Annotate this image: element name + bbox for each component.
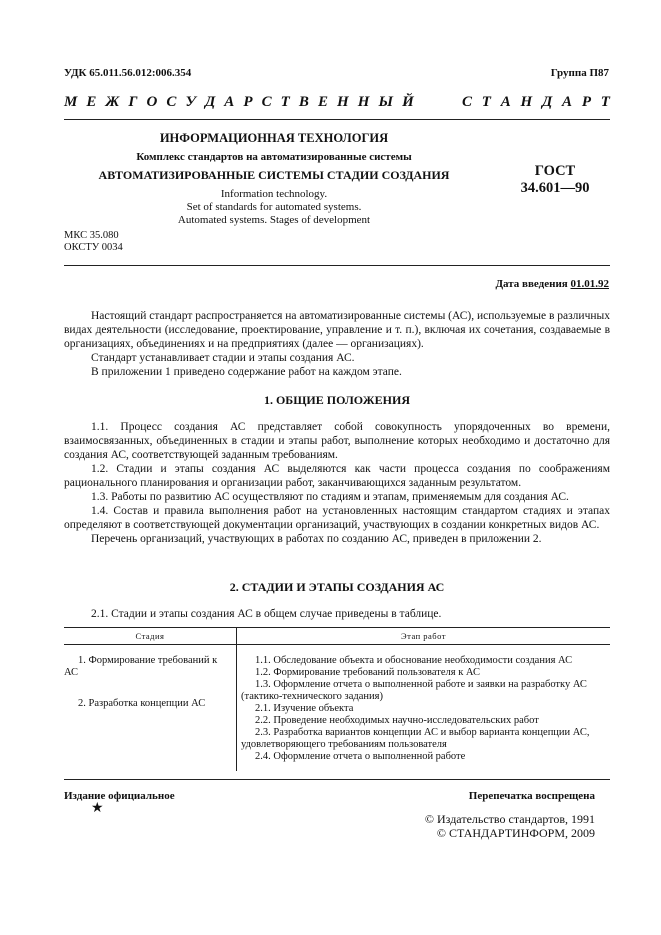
section1-heading: 1. ОБЩИЕ ПОЛОЖЕНИЯ bbox=[263, 393, 411, 407]
banner-word-interstate: М Е Ж Г О С У Д А Р С Т В Е Н Н Ы Й bbox=[64, 94, 414, 110]
section2-intro bbox=[64, 607, 610, 621]
column-header-stage: Стадия bbox=[64, 628, 237, 645]
doc-title-line2: Комплекс стандартов на автоматизированные системы bbox=[136, 151, 412, 163]
doc-title-line3: АВТОМАТИЗИРОВАННЫЕ СИСТЕМЫ СТАДИИ СОЗДАНИЯ bbox=[98, 168, 450, 182]
stage-1: 1. Формирование требований к АС bbox=[64, 655, 218, 678]
steps-cell bbox=[237, 645, 611, 772]
step-item: 1.1. Обследование объекта и обоснование необходимости создания АС bbox=[255, 655, 573, 666]
step-item: 1.2. Формирование требований пользователя к АС bbox=[255, 667, 480, 678]
star-icon: ★ bbox=[91, 801, 104, 816]
section1-paragraph: 1.3. Работы по развитию АС осуществляют по стадиям и этапам, применяемым для создания АС. bbox=[91, 491, 569, 503]
intro-text bbox=[64, 309, 610, 379]
gost-number: 34.601—90 bbox=[520, 180, 590, 196]
banner-rule bbox=[64, 119, 610, 120]
english-title-line3: Automated systems. Stages of development bbox=[177, 214, 371, 226]
section1-paragraph: 1.2. Стадии и этапы создания АС выделяются как части процесса создания по соображениям рационального планирования и организации работ, заканчивающихся заданным результатом. bbox=[64, 463, 610, 489]
footer-rule bbox=[64, 779, 610, 780]
section2-heading: 2. СТАДИИ И ЭТАПЫ СОЗДАНИЯ АС bbox=[229, 580, 445, 594]
okstu-code: ОКСТУ 0034 bbox=[64, 242, 123, 253]
copyright-line2: © СТАНДАРТИНФОРМ, 2009 bbox=[436, 826, 595, 840]
interstate-standard-banner bbox=[64, 94, 610, 111]
copyright-line1: © Издательство стандартов, 1991 bbox=[424, 812, 595, 826]
date-value: 01.01.92 bbox=[570, 278, 609, 290]
step-item: 2.4. Оформление отчета о выполненной работе bbox=[255, 751, 466, 762]
doc-title-line1: ИНФОРМАЦИОННАЯ ТЕХНОЛОГИЯ bbox=[159, 131, 389, 145]
intro-paragraph: Стандарт устанавливает стадии и этапы создания АС. bbox=[91, 352, 355, 364]
official-edition: Издание официальное bbox=[64, 790, 175, 802]
intro-paragraph: Настоящий стандарт распространяется на автоматизированные системы (АС), используемые в различных видах деятельности (исследование, проектирование, управление и т. п.), включая их сочетания, создаваемые в организациях, объединениях и на предприятиях (далее — организациях). bbox=[64, 310, 610, 350]
udk-code: УДК 65.011.56.012:006.354 bbox=[64, 67, 192, 79]
english-title bbox=[64, 188, 484, 227]
step-item: 2.1. Изучение объекта bbox=[255, 703, 354, 714]
step-item: 2.3. Разработка вариантов концепции АС и выбор варианта концепции АС, удовлетворяющего требованиям пользователя bbox=[241, 727, 590, 750]
english-title-line2: Set of standards for automated systems. bbox=[186, 201, 362, 213]
copyright bbox=[425, 812, 595, 840]
table-row bbox=[64, 645, 610, 772]
reprint-prohibited: Перепечатка воспрещена bbox=[468, 790, 595, 802]
stages-table bbox=[64, 627, 610, 771]
stage-2: 2. Разработка концепции АС bbox=[78, 698, 206, 709]
stage-cell bbox=[64, 645, 237, 772]
column-header-steps: Этап работ bbox=[237, 628, 611, 645]
intro-paragraph: В приложении 1 приведено содержание работ на каждом этапе. bbox=[91, 366, 402, 378]
header-rule bbox=[64, 265, 610, 266]
section1-paragraph: 1.1. Процесс создания АС представляет собой совокупность упорядоченных во времени, взаимосвязанных, объединенных в стадии и этапы работ, выполнение которых необходимо и достаточно для создания АС, соответствующей заданным требованиям. bbox=[64, 421, 610, 461]
section2-paragraph: 2.1. Стадии и этапы создания АС в общем случае приведены в таблице. bbox=[91, 608, 442, 620]
mks-code: МКС 35.080 bbox=[64, 230, 119, 241]
step-item: 1.3. Оформление отчета о выполненной работе и заявки на разработку АС (тактико-технического задания) bbox=[241, 679, 587, 702]
gost-designation bbox=[500, 163, 610, 197]
section1-text bbox=[64, 420, 610, 546]
step-item: 2.2. Проведение необходимых научно-исследовательских работ bbox=[255, 715, 539, 726]
section1-paragraph: 1.4. Состав и правила выполнения работ на установленных настоящим стандартом стадиях и этапах определяют в соответствующей документации организаций, участвующих в создании конкретных видов АС. bbox=[64, 505, 610, 531]
banner-word-standard: С Т А Н Д А Р Т bbox=[462, 94, 610, 110]
table-header-row bbox=[64, 628, 610, 645]
english-title-line1: Information technology. bbox=[220, 188, 328, 200]
date-label: Дата введения bbox=[495, 278, 568, 290]
gost-label: ГОСТ bbox=[534, 163, 576, 179]
introduction-date bbox=[495, 278, 609, 290]
section1-paragraph: Перечень организаций, участвующих в работах по созданию АС, приведен в приложении 2. bbox=[91, 533, 542, 545]
group-code: Группа П87 bbox=[550, 67, 609, 79]
classification-codes bbox=[64, 230, 123, 254]
